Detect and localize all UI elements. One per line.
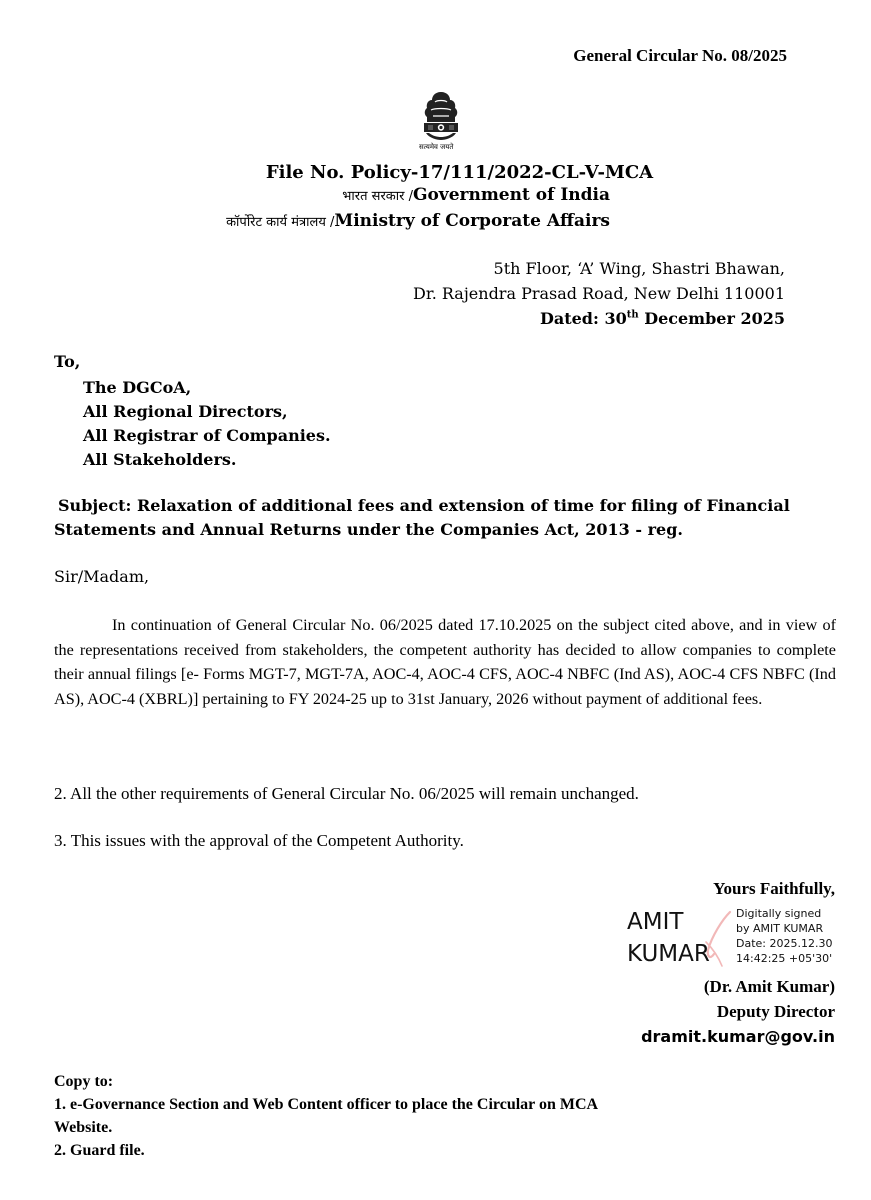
closing-line: Yours Faithfully, xyxy=(713,879,835,898)
copy-to-item-1-continued: Website. xyxy=(54,1119,113,1136)
digital-signature-detail: Date: 2025.12.30 xyxy=(736,937,833,950)
ministry-hindi: कॉर्पोरेट कार्य मंत्रालय / xyxy=(226,215,335,230)
signatory-email: dramit.kumar@gov.in xyxy=(641,1027,835,1046)
digital-signature-name-1: AMIT xyxy=(627,909,684,935)
subject-line-2: Statements and Annual Returns under the Companies Act, 2013 - reg. xyxy=(54,520,683,539)
signatory-designation: Deputy Director xyxy=(716,1002,835,1021)
digital-signature-name xyxy=(627,906,710,970)
address-line-2: Dr. Rajendra Prasad Road, New Delhi 110001 xyxy=(412,284,785,303)
paragraph-1-text: In continuation of General Circular No. 06/2025 dated 17.10.2025 on the subject cited above, and in view of the representations received from stakeholders, the competent authority has decided to allow companies to complete their annual filings [e- Forms MGT-7, MGT-7A, AOC-4, AOC-4 CFS, AOC-4 NBFC (Ind AS), AOC-4 CFS NBFC (Ind AS), AOC-4 (XBRL)] pertaining to FY 2024-25 up to 31st January, 2026 without payment of additional fees. xyxy=(54,616,836,708)
recipient-item: All Stakeholders. xyxy=(83,450,237,469)
paragraph-1 xyxy=(54,613,836,711)
copy-to-label: Copy to: xyxy=(54,1073,114,1090)
government-hindi: भारत सरकार / xyxy=(342,189,413,204)
digital-signature-detail: Digitally signed xyxy=(736,907,822,920)
copy-to-item-1: 1. e-Governance Section and Web Content officer to place the Circular on MCA xyxy=(54,1096,599,1113)
digital-signature-detail: by AMIT KUMAR xyxy=(736,922,824,935)
file-number: File No. Policy-17/111/2022-CL-V-MCA xyxy=(265,162,654,183)
recipient-item: All Regional Directors, xyxy=(83,402,288,421)
address-line-1: 5th Floor, ‘A’ Wing, Shastri Bhawan, xyxy=(493,259,785,278)
to-label: To, xyxy=(54,352,81,371)
subject-line-1: Subject: Relaxation of additional fees and extension of time for filing of Financial xyxy=(58,496,790,515)
copy-to-item-2: 2. Guard file. xyxy=(54,1142,145,1159)
dated-label: Dated: 30 xyxy=(539,309,627,328)
ministry-line xyxy=(0,211,610,231)
dated-rest: December 2025 xyxy=(638,309,785,328)
digital-signature-details xyxy=(736,906,832,966)
recipient-item: All Registrar of Companies. xyxy=(83,426,331,445)
paragraph-2: 2. All the other requirements of General Circular No. 06/2025 will remain unchanged. xyxy=(54,784,639,803)
ministry-english: Ministry of Corporate Affairs xyxy=(334,211,610,231)
dated-line xyxy=(540,309,785,328)
paragraph-3: 3. This issues with the approval of the Competent Authority. xyxy=(54,831,464,850)
signatory-name: (Dr. Amit Kumar) xyxy=(703,977,835,996)
digital-signature-name-2: KUMAR xyxy=(627,941,710,967)
recipient-item: The DGCoA, xyxy=(83,378,192,397)
government-line xyxy=(0,185,610,205)
emblem-motto: सत्यमेव जयते xyxy=(419,143,454,151)
signature-checkmark-icon xyxy=(700,906,740,970)
salutation: Sir/Madam, xyxy=(54,567,150,586)
government-english: Government of India xyxy=(412,185,610,205)
digital-signature-detail: 14:42:25 +05'30' xyxy=(736,952,833,965)
circular-number: General Circular No. 08/2025 xyxy=(573,46,787,65)
dated-suffix: th xyxy=(626,309,639,321)
